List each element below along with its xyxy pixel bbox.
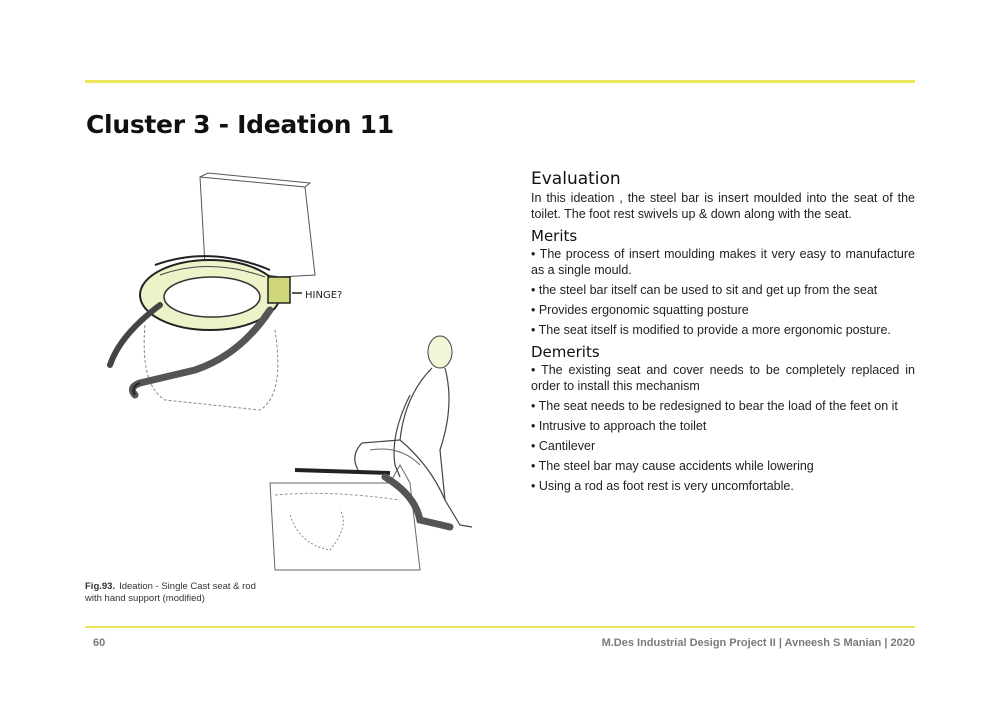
merits-heading: Merits: [531, 227, 578, 245]
toilet-sketch-illustration: [100, 165, 500, 580]
merit-item: • The process of insert moulding makes it very easy to manufacture as a single mould.: [531, 247, 915, 277]
evaluation-panel: [531, 168, 915, 498]
hinge-annotation: HINGE?: [305, 290, 343, 301]
page-number: 60: [93, 637, 106, 649]
demerit-item: • Intrusive to approach the toilet: [531, 419, 707, 433]
demerit-item: • Cantilever: [531, 439, 596, 453]
footer-credits: M.Des Industrial Design Project II | Avneesh S Manian | 2020: [601, 637, 915, 649]
figure-label: Fig.93.: [85, 581, 116, 592]
evaluation-heading: Evaluation: [531, 169, 621, 189]
top-accent-rule: [85, 80, 915, 83]
demerits-heading: Demerits: [531, 343, 600, 361]
figure-caption: [85, 581, 275, 604]
figure-caption-text: Ideation - Single Cast seat & rod with hand support (modified): [85, 581, 256, 604]
merit-item: • the steel bar itself can be used to sit and get up from the seat: [531, 283, 878, 297]
evaluation-text: In this ideation , the steel bar is insert moulded into the seat of the toilet. The foot rest swivels up & down along with the seat.: [531, 191, 915, 221]
merit-item: • Provides ergonomic squatting posture: [531, 303, 749, 317]
demerit-item: • The seat needs to be redesigned to bear the load of the feet on it: [531, 399, 898, 413]
merit-item: • The seat itself is modified to provide a more ergonomic posture.: [531, 323, 891, 337]
demerit-item: • The steel bar may cause accidents while lowering: [531, 459, 814, 473]
page-title: Cluster 3 - Ideation 11: [86, 110, 394, 139]
demerit-item: • The existing seat and cover needs to be completely replaced in order to install this mechanism: [531, 363, 915, 393]
demerit-item: • Using a rod as foot rest is very uncomfortable.: [531, 479, 794, 493]
bottom-accent-rule: [85, 626, 915, 628]
